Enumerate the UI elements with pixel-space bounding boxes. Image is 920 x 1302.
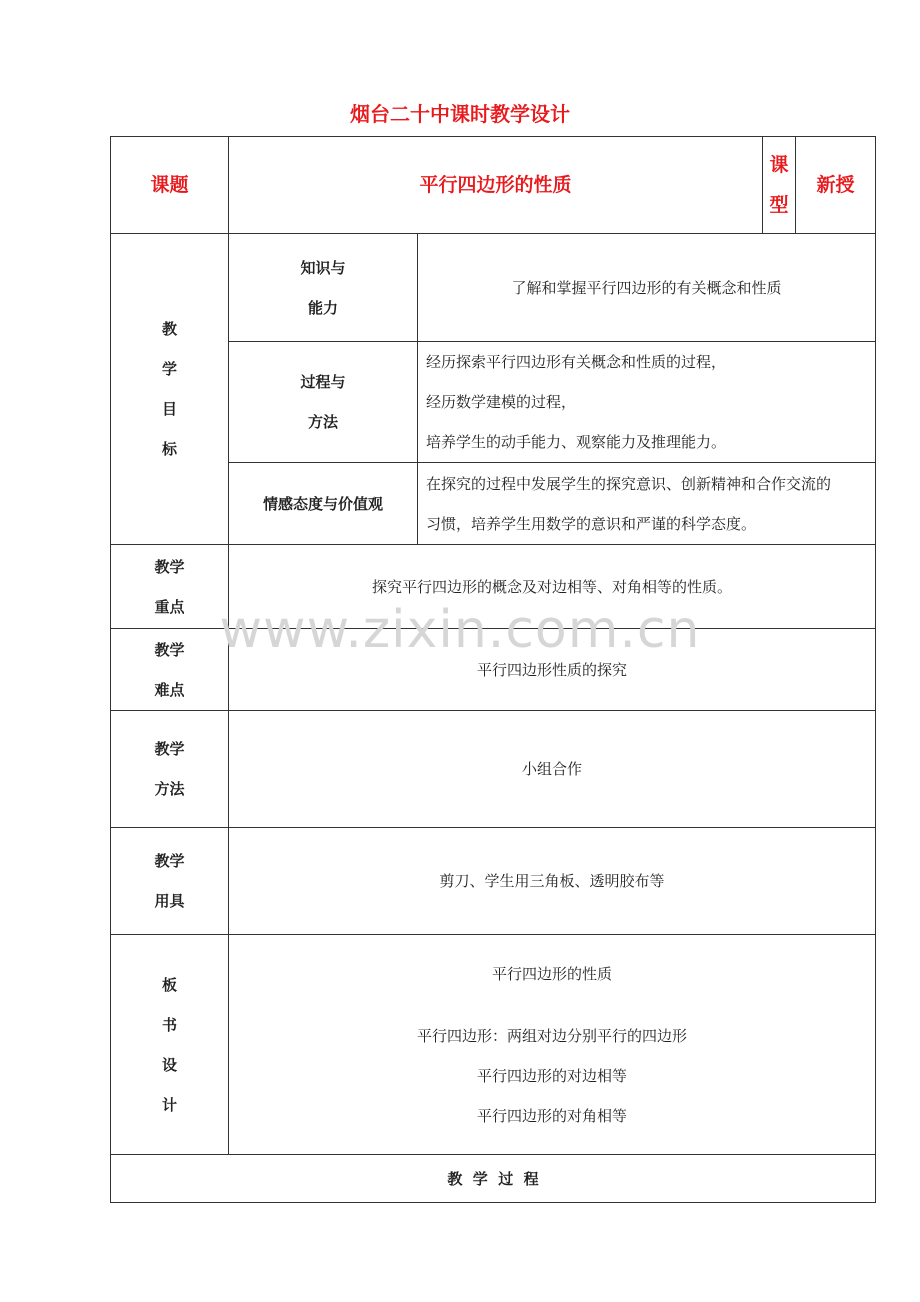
document-title: 烟台二十中课时教学设计 [350,102,570,126]
knowledge-label [229,234,418,342]
focus-label-line-2: 重点 [154,597,185,616]
board-label-char: 设 [161,1055,177,1074]
objectives-label-char: 目 [161,400,177,418]
board-content [229,935,876,1155]
board-line: 平行四边形：两组对边分别平行的四边形 [417,1026,688,1045]
emotion-content [418,463,876,545]
objectives-label-char: 学 [161,360,177,378]
focus-label-line-1: 教学 [154,557,185,576]
tools-row [111,828,876,935]
tools-label [111,828,229,935]
topic-value: 平行四边形的性质 [229,137,763,234]
difficulty-label [111,629,229,711]
board-label-char: 板 [161,975,177,994]
objectives-label-char: 教 [161,320,177,338]
header-row [111,137,876,234]
tools-content: 剪刀、学生用三角板、透明胶布等 [229,828,876,935]
focus-content: 探究平行四边形的概念及对边相等、对角相等的性质。 [229,545,876,629]
type-label-char-1: 课 [769,154,789,176]
topic-label: 课题 [111,137,229,234]
method-label-line-2: 方法 [154,780,185,798]
emotion-content-line: 在探究的过程中发展学生的探究意识、创新精神和合作交流的 [426,474,832,493]
emotion-label: 情感态度与价值观 [229,463,418,545]
process-content-line: 经历数学建模的过程， [426,393,577,411]
focus-label [111,545,229,629]
method-label [111,711,229,828]
difficulty-label-line-1: 教学 [154,640,185,659]
objective-knowledge-row [111,234,876,342]
method-row [111,711,876,828]
emotion-content-line: 习惯，培养学生用数学的意识和严谨的科学态度。 [426,514,757,533]
objectives-label-char: 标 [161,440,177,458]
board-line: 平行四边形的对角相等 [477,1106,628,1125]
board-line: 平行四边形的对边相等 [477,1066,628,1085]
knowledge-content: 了解和掌握平行四边形的有关概念和性质 [418,234,876,342]
process-content [418,342,876,463]
knowledge-label-line-1: 知识与 [300,258,346,277]
tools-label-line-1: 教学 [154,852,185,870]
knowledge-label-line-2: 能力 [307,298,338,317]
process-header-row [111,1155,876,1203]
process-header: 教 学 过 程 [111,1155,876,1203]
type-value: 新授 [796,137,876,234]
process-label [229,342,418,463]
difficulty-label-line-2: 难点 [154,680,185,699]
difficulty-row [111,629,876,711]
difficulty-content: 平行四边形性质的探究 [229,629,876,711]
process-label-line-2: 方法 [307,413,338,431]
type-label [763,137,796,234]
process-label-line-1: 过程与 [300,373,346,391]
process-content-line: 培养学生的动手能力、观察能力及推理能力。 [426,433,727,451]
method-label-line-1: 教学 [154,740,185,758]
board-label-char: 书 [161,1015,177,1034]
board-heading: 平行四边形的性质 [492,964,613,983]
board-row [111,935,876,1155]
focus-row [111,545,876,629]
process-content-line: 经历探索平行四边形有关概念和性质的过程， [426,353,727,371]
objectives-label [111,234,229,545]
board-label-char: 计 [161,1095,177,1114]
board-label [111,935,229,1155]
method-content: 小组合作 [229,711,876,828]
type-label-char-2: 型 [769,194,789,216]
lesson-plan-table [110,136,876,1203]
watermark: www.zixin.com.cn [219,600,701,660]
tools-label-line-2: 用具 [154,892,185,910]
board-spacer [229,994,875,1016]
